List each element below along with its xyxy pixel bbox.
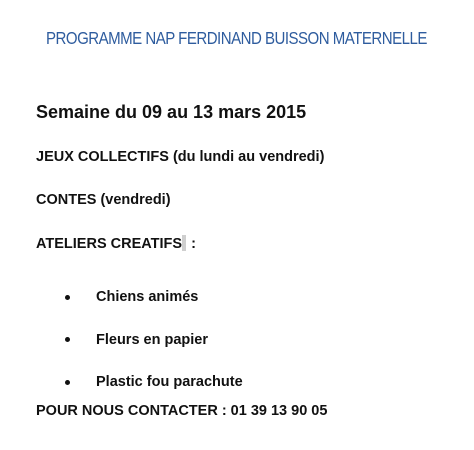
list-item: [64, 361, 243, 404]
list-item: [64, 319, 243, 362]
text-cursor: [182, 235, 186, 251]
workshop-item-label: Chiens animés: [96, 289, 199, 306]
activity-stories: CONTES (vendredi): [36, 192, 171, 208]
contact-line: POUR NOUS CONTACTER : 01 39 13 90 05: [36, 403, 328, 419]
bullet-icon: [65, 295, 70, 300]
bullet-icon: [65, 380, 70, 385]
bullet-icon: [65, 337, 70, 342]
workshops-suffix: :: [187, 236, 196, 252]
workshop-item-label: Plastic fou parachute: [96, 374, 243, 391]
activity-workshops-heading: [36, 235, 196, 252]
workshops-list: [64, 276, 243, 404]
week-heading: Semaine du 09 au 13 mars 2015: [36, 102, 307, 122]
activity-games: JEUX COLLECTIFS (du lundi au vendredi): [36, 149, 325, 165]
list-item: [64, 276, 243, 319]
workshop-item-label: Fleurs en papier: [96, 331, 209, 348]
workshops-label: ATELIERS CREATIFS: [36, 236, 183, 252]
document-title: PROGRAMME NAP FERDINAND BUISSON MATERNELLE: [46, 28, 427, 48]
